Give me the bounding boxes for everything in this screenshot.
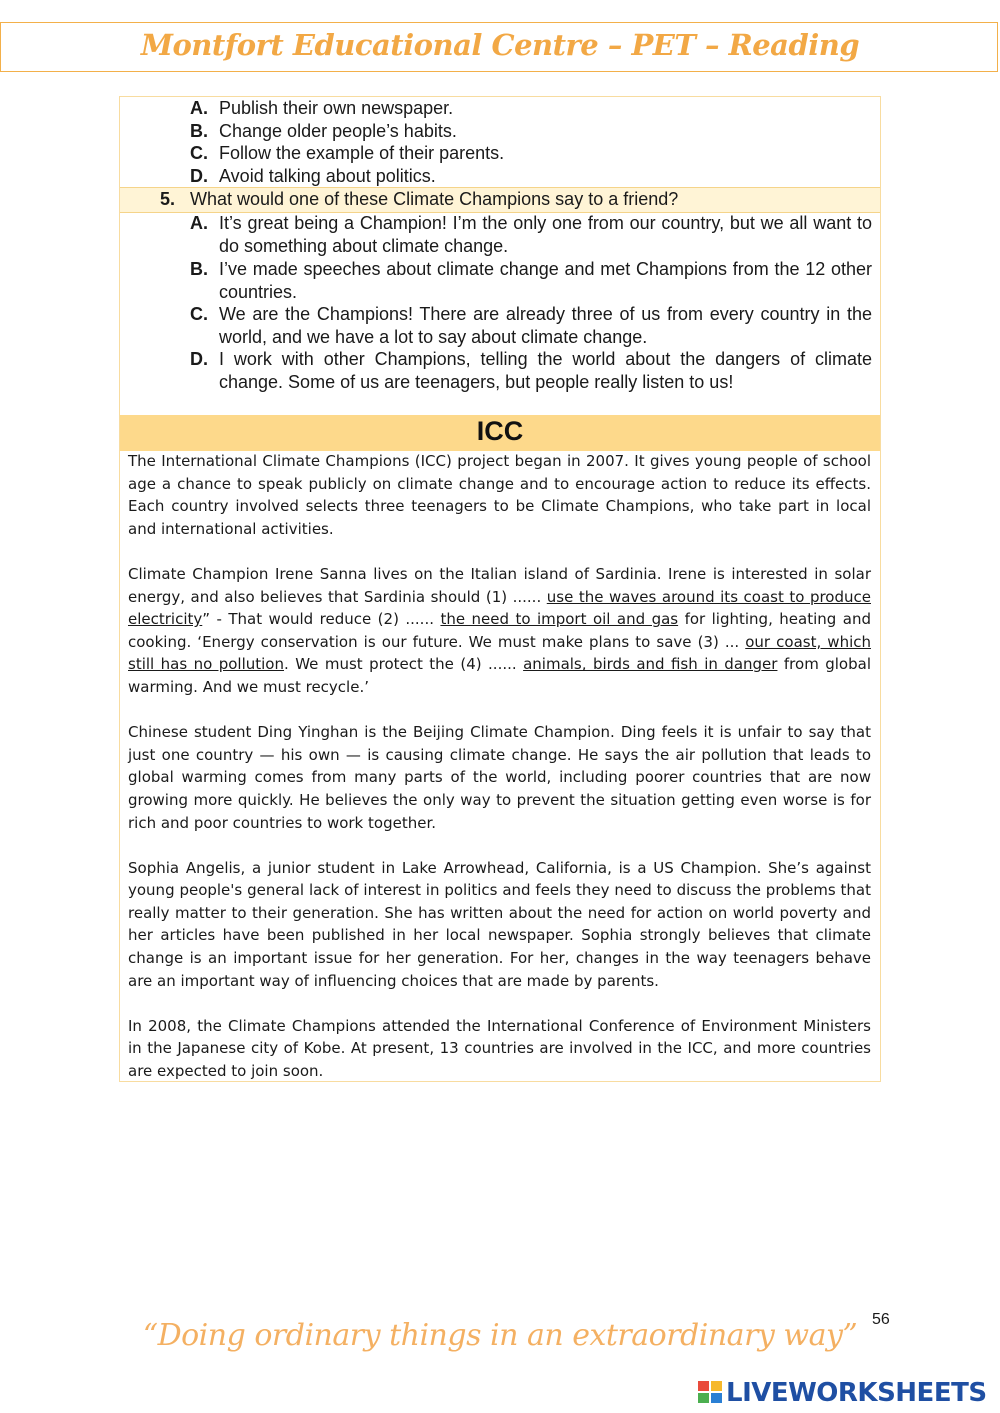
option-letter: A. [190,213,208,233]
text-run: from global warming. And we must recycle.’ [128,655,871,696]
article-paragraph-2 [128,563,871,699]
gap-4-answer: animals, birds and fish in danger [523,655,778,674]
liveworksheets-logo[interactable] [698,1378,998,1408]
q4-option-d[interactable] [190,165,872,188]
text-run: . We must protect the (4) ...... [284,655,524,674]
text-run: for lighting, heating and cooking. ‘Energy conservation is our future. We must make plans to save (3) ... [128,610,871,651]
option-text: I’ve made speeches about climate change and met Champions from the 12 other countries. [219,259,872,302]
article-paragraph-3: Chinese student Ding Yinghan is the Beijing Climate Champion. Ding feels it is unfair to say that just one country — his own — is causing climate change. He says the air pollution that leads to global warming comes from many parts of the world, including poorer countries that are now growing more quickly. He believes the only way to prevent the situation getting even worse is for rich and poor countries to work together. [128,723,871,832]
option-letter: A. [190,98,208,118]
header-title: Montfort Educational Centre – PET – Reading [140,28,860,62]
option-letter: B. [190,259,208,279]
article-title: ICC [476,416,524,446]
logo-square-blue [711,1393,722,1403]
option-letter: C. [190,304,208,324]
question-5-text: What would one of these Climate Champions say to a friend? [190,189,679,209]
q4-option-c[interactable] [190,142,872,165]
q5-option-b[interactable] [190,258,872,303]
option-text: We are the Champions! There are already three of us from every country in the world, and we have a lot to say about climate change. [219,304,872,347]
page-number: 56 [872,1311,890,1328]
option-letter: D. [190,349,208,369]
option-text: Publish their own newspaper. [219,98,454,118]
option-text: Change older people’s habits. [219,121,457,141]
article-paragraph-4: Sophia Angelis, a junior student in Lake Arrowhead, California, is a US Champion. She’s against young people's general lack of interest in politics and feels they need to discuss the problems that really matter to their generation. She has written about the need for action on world poverty and her articles have been published in her local newspaper. Sophia strongly believes that climate change is an important issue for her generation. For her, changes in the way teenagers behave are an important way of influencing choices that are made by parents. [128,858,871,990]
option-text: It’s great being a Champion! I’m the only one from our country, but we all want to do something about climate change. [219,213,872,256]
logo-square-red [698,1381,709,1391]
text-run: Climate Champion Irene Sanna lives on the Italian island of Sardinia. Irene is interested in solar energy, and also believes that Sardinia should (1) ...... [128,564,871,606]
q4-option-a[interactable] [190,97,872,120]
option-letter: B. [190,121,208,141]
liveworksheets-icon [698,1381,724,1405]
article-paragraph-1: The International Climate Champions (ICC) project began in 2007. It gives young people of school age a chance to speak publicly on climate change and to encourage action to reduce its effects. Each country involved selects three teenagers to be Climate Champions, who take part in local and international activities. [128,452,871,538]
option-letter: D. [190,166,208,186]
liveworksheets-wordmark: LIVEWORKSHEETS [726,1378,987,1408]
gap-1-answer: use the waves around its coast to produce electricity [128,587,871,629]
footer-quote: “Doing ordinary things in an extraordinary way” [142,1318,858,1353]
q5-option-c[interactable] [190,303,872,348]
option-text: Avoid talking about politics. [219,166,436,186]
q5-option-d[interactable] [190,348,872,393]
option-text: Follow the example of their parents. [219,143,505,163]
text-run: ” - That would reduce (2) ...... [202,610,441,629]
logo-square-green [698,1393,709,1403]
article-body [128,450,871,1105]
gap-2-answer: the need to import oil and gas [440,610,679,629]
option-text: I work with other Champions, telling the world about the dangers of climate change. Some of us are teenagers, but people really listen to us! [219,349,872,392]
logo-square-yellow [711,1381,722,1391]
q5-option-a[interactable] [190,212,872,257]
option-letter: C. [190,143,208,163]
article-paragraph-5: In 2008, the Climate Champions attended the International Conference of Environment Ministers in the Japanese city of Kobe. At present, 13 countries are involved in the ICC, and more countries are expected to join soon. [128,1016,871,1081]
gap-3-answer: our coast, which still has no pollution [128,632,871,674]
question-5-number: 5. [160,189,176,209]
q4-option-b[interactable] [190,120,872,143]
